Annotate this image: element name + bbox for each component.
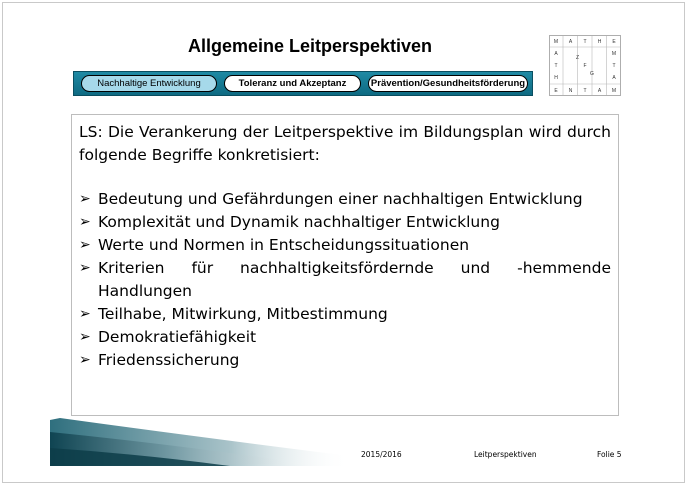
list-item-text: Demokratiefähigkeit — [98, 328, 257, 346]
arrow-bullet-icon: ➢ — [79, 191, 91, 207]
arrow-bullet-icon: ➢ — [79, 237, 91, 253]
logo-letter: Z — [575, 55, 580, 61]
logo-letter: A — [568, 39, 573, 45]
tab-nachhaltige-entwicklung[interactable]: Nachhaltige Entwicklung — [81, 75, 217, 92]
footer-topic: Leitperspektiven — [474, 450, 537, 459]
logo-letter: H — [597, 39, 602, 45]
list-item — [79, 234, 611, 257]
logo-letter: A — [612, 75, 616, 81]
logo-letter: E — [554, 88, 558, 94]
list-item — [79, 257, 611, 303]
bullet-list — [79, 188, 611, 372]
logo-letter: G — [590, 71, 594, 77]
navigation-tab-bar — [73, 71, 533, 96]
logo-letter: T — [583, 88, 587, 94]
logo-letter: N — [568, 88, 573, 94]
logo-letter: E — [612, 39, 616, 45]
logo-letter: H — [554, 75, 558, 81]
list-item-text: Friedenssicherung — [98, 351, 240, 369]
list-item-text: Kriterien für nachhaltigkeitsfördernde und -hemmende Handlungen — [98, 259, 611, 300]
intro-text: LS: Die Verankerung der Leitperspektive im Bildungsplan wird durch folgende Begriffe konkretisiert: — [79, 123, 611, 164]
tab-toleranz-und-akzeptanz[interactable]: Toleranz und Akzeptanz — [224, 75, 361, 92]
logo-letter: M — [611, 88, 617, 94]
list-item — [79, 303, 611, 326]
arrow-bullet-icon: ➢ — [79, 329, 91, 345]
footer-slide-number: Folie 5 — [597, 450, 622, 459]
list-item-text: Werte und Normen in Entscheidungssituationen — [98, 236, 470, 254]
list-item — [79, 326, 611, 349]
logo-letter: T — [583, 39, 587, 45]
mathe-logo — [549, 35, 621, 96]
list-item-text: Komplexität und Dynamik nachhaltiger Entwicklung — [98, 213, 500, 231]
list-item — [79, 188, 611, 211]
logo-letter: T — [554, 63, 558, 69]
logo-letter: M — [611, 51, 617, 57]
list-item-text: Bedeutung und Gefährdungen einer nachhaltigen Entwicklung — [98, 190, 583, 208]
footer-year: 2015/2016 — [361, 450, 402, 459]
arrow-bullet-icon: ➢ — [79, 352, 91, 368]
arrow-bullet-icon: ➢ — [79, 260, 91, 276]
list-item-text: Teilhabe, Mitwirkung, Mitbestimmung — [98, 305, 388, 323]
logo-letter: A — [554, 51, 558, 57]
list-item — [79, 349, 611, 372]
slide-title: Allgemeine Leitperspektiven — [187, 36, 433, 56]
arrow-bullet-icon: ➢ — [79, 306, 91, 322]
list-item — [79, 211, 611, 234]
logo-letter: T — [612, 63, 616, 69]
logo-letter: M — [553, 39, 559, 45]
logo-letter: F — [583, 63, 587, 69]
logo-letter: A — [597, 88, 602, 94]
content-box — [71, 114, 619, 416]
footer-swoosh-graphic — [50, 418, 350, 466]
tab-praevention-gesundheitsfoerderung[interactable]: Prävention/Gesundheitsförderung — [368, 75, 528, 92]
arrow-bullet-icon: ➢ — [79, 214, 91, 230]
